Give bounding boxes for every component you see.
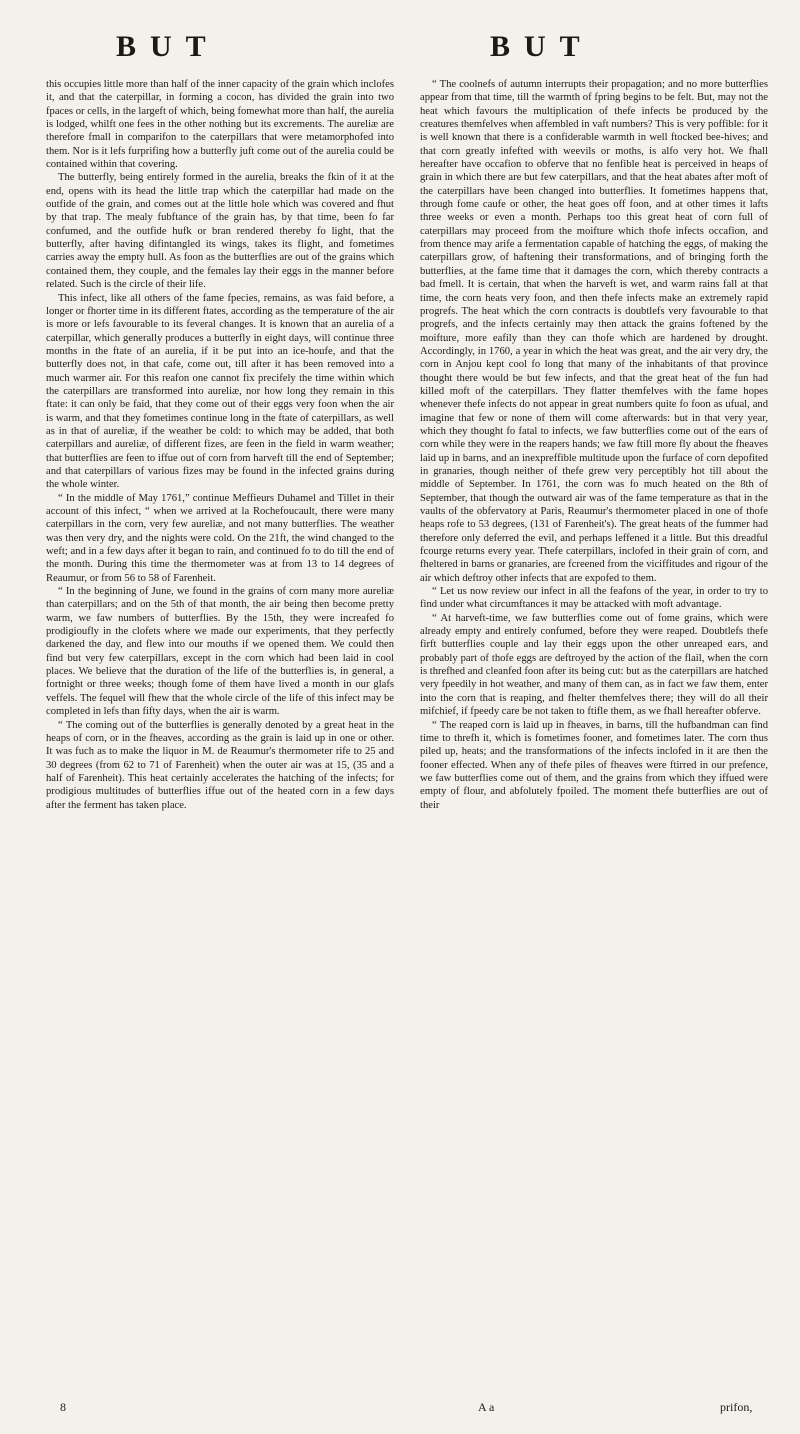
running-head-right: BUT [490,30,594,63]
paragraph: “ Let us now review our infect in all the feafons of the year, in order to try to find under what circumftances it may be attacked with moft advantage. [420,586,768,611]
left-column [46,78,394,1398]
paragraph: “ In the middle of May 1761,” continue Meffieurs Duhamel and Tillet in their account of this infect, “ when we arrived at la Rochefoucault, there were many caterpillars in the corn, very few aureliæ, and not many butterflies. The weather was then very dry, and the nights were cold. On the 21ft, the wind changed to the weft; and in a few days after it began to rain, and continued fo to do till the end of the month. During this time the thermometer was at from 13 to 14 degrees of Reaumur, or from 56 to 58 of Farenheit. [46,492,394,584]
catchword: prifon, [720,1400,753,1414]
running-head [0,30,800,70]
paragraph: this occupies little more than half of the inner capacity of the grain which inclofes it, and that the caterpillar, in forming a cocon, has divided the grain into two fpaces or cells, in the largeft of which, being fomewhat more than half, the aurelia is lodged, whilft one fees in the other nothing but its excrements. The aureliæ are therefore fmall in comparifon to the caterpillars that were metamorphofed into them. Nor is it lefs furprifing how a butterfly juft come out of the aurelia could be contained within that covering. [46,79,394,171]
page-number: 8 [60,1400,66,1414]
paragraph: “ At harveft-time, we faw butterflies come out of fome grains, which were already empty and entirely confumed, before they were reaped. Doubtlefs thefe firft butterflies couple and lay their eggs upon the other unreaped ears, and probably part of thofe eggs are deftroyed by the action of the flail, when the corn is threfhed and cleanfed foon after its being cut: but as the caterpillars are hatched very fpeedily in hot weather, and many of them can, as in fact we faw them, enter into the corn that is reaping, and fhelter themfelves there; they will do all their mifchief, if fpeedy care be not taken to ftifle them, as we fhall hereafter obferve. [420,612,768,718]
text-columns [46,78,768,1398]
paragraph: “ In the beginning of June, we found in the grains of corn many more aureliæ than caterpillars; and on the 5th of that month, the air being then become pretty warm, we faw numbers of butterflies. By the 15th, they were increafed fo prodigioufly in the clofets where we made our experiments, that they perfectly darkened the day, and flew into our mouths if we opened them. We could then find but very few caterpillars, except in the corn which had been laid in cool places. We believe that the duration of the life of the butterflies is, in general, a fortnight or three weeks; though fome of them have lived a month in our glafs veffels. The fequel will fhew that the whole circle of the life of this infect may be completed in lefs than fifty days, when the air is warm. [46,586,394,718]
page-footer [0,1400,800,1420]
paragraph: “ The coming out of the butterflies is generally denoted by a great heat in the heaps of corn, or in the fheaves, according as the grain is laid up in one or other. It was fuch as to make the liquor in M. de Reaumur's thermometer rife to 25 and 30 degrees (from 62 to 71 of Farenheit) when the outer air was at 15, (35 and a half of Farenheit). This heat certainly accelerates the hatching of the infects; for prodigious multitudes of butterflies iffue out of the heated corn in a few days after the ferment has taken place. [46,719,394,811]
paragraph: “ The coolnefs of autumn interrupts their propagation; and no more butterflies appear from that time, till the warmth of fpring begins to be felt. But, may not the heat which favours the multiplication of thefe infects be produced by the creatures themfelves when affembled in vaft numbers? This is very poffible: for it is well known that there is a confiderable warmth in well ftocked bee-hives; and that corn greatly infefted with weevils or moths, is alfo very hot. We fhall hereafter have occafion to obferve that no fenfible heat is perceived in heaps of grain in which there are but few caterpillars, and that the heat abates after moft of the caterpillars have been changed into butterflies. It fometimes happens that, through fome caufe or other, the heat goes off foon, and at other times it lafts three weeks or even a month. Perhaps too this great heat of corn full of caterpillars may proceed from the moifture which thofe infects occafion, and from thence may arife a fermentation capable of hatching the eggs, of making the caterpillars grow, of haftening their transformations, and of bringing forth the butterflies, at the fame time that it damages the corn, which thereby contracts a bad fmell. It is certain, that when the harveft is wet, and warm rains fall at that time, the corn heats very foon, and then thefe infects make an extremely rapid progrefs. The heat which the corn contracts is doubtlefs very favourable to that progrefs, and the infects certainly may then attack the grains foftened by the moifture, more eafily than they can thofe which are hardened by drought. Accordingly, in 1760, a year in which the heat was great, and the air very dry, the corn in Anjou kept cool fo long that many of the inhabitants of that province thought there would be but few infects, and that the great heat of the fun had killed moft of the caterpillars. They flatter themfelves with the fame hopes whenever thefe infects do not appear in great numbers quite fo foon as ufual, and imagine that few or none of them will come afterwards: but in that very year, which they thought fo fatal to infects, we faw butterflies come out of the ears of corn while they were in the reapers hands; we faw ftill more fly about the fheaves laid up in barns, and an inexpreffible multitude upon the furface of corn depofited in granaries, though neither of thefe grew very perceptibly hot till about the middle of September. In 1761, the corn was fo much heated on the 8th of September, that though the outward air was of the fame temperature as that in the vaults of the obfervatory at Paris, Reaumur's thermometer placed in one of thofe heaps rofe to 53 degrees, (131 of Farenheit's). The great heats of the fummer had therefore only deferred the evil, and perhaps leffened it a little. But this dreadful fcourge returns every year. Thefe caterpillars, inclofed in their grain of corn, and fheltered in barns or granaries, are fcreened from the viciffitudes and rigour of the air which deftroy other infects that are expofed to them. [420,79,768,584]
paragraph: This infect, like all others of the fame fpecies, remains, as was faid before, a longer or fhorter time in its different ftates, according as the temperature of the air is more or lefs favourable to its feveral changes. It is known that an aurelia of a caterpillar, which generally produces a butterfly in eight days, will continue three months in the ftate of an aurelia, if it be put into an ice-houfe, and that the butterfly does not, in that cafe, come out, till after it has been removed into a much warmer air. For this reafon one cannot fix precifely the time within which the caterpillars are transformed into aureliæ, nor how long they remain in this ftate: it can only be faid, that they come out of their eggs very foon when the air is warm, and that they fometimes continue long in the ftate of caterpillars, as well as in that of aureliæ, if the weather be cold: to which may be added, that both caterpillars and aureliæ, of different fizes, are feen in the field in warm weather; that butterflies are feen to iffue out of corn from harveft till the end of September; and that caterpillars of various fizes may be found in the infected grains during the whole winter. [46,292,394,491]
paragraph: The butterfly, being entirely formed in the aurelia, breaks the fkin of it at the end, opens with its head the little trap which the caterpillar had made on the outfide of the grain, and comes out at the little hole which was covered and fhut by that trap. The mealy fubftance of the grain has, by that time, been fo far confumed, and the outfide hufk or bran rendered thereby fo light, that the butterfly, after having difintangled its wings, takes its flight, and fometimes carries away the empty hull. As foon as the butterflies are out of the grains which contained them, they couple, and the females lay their eggs in the manner before related. Such is the circle of their life. [46,172,394,291]
paragraph: “ The reaped corn is laid up in fheaves, in barns, till the hufbandman can find time to threfh it, which is fometimes fooner, and fometimes later. The corn thus piled up, heats; and the transformations of the infects inclofed in it are then the fooner effected. When any of thefe piles of fheaves were ftirred in our prefence, we faw butterflies come out of them, and the grains from which they iffued were empty of flour, and abfolutely fpoiled. The moment thefe butterflies are out of their [420,719,768,811]
signature-mark: A a [478,1400,495,1414]
running-head-left: BUT [116,30,220,63]
right-column [420,78,768,1398]
